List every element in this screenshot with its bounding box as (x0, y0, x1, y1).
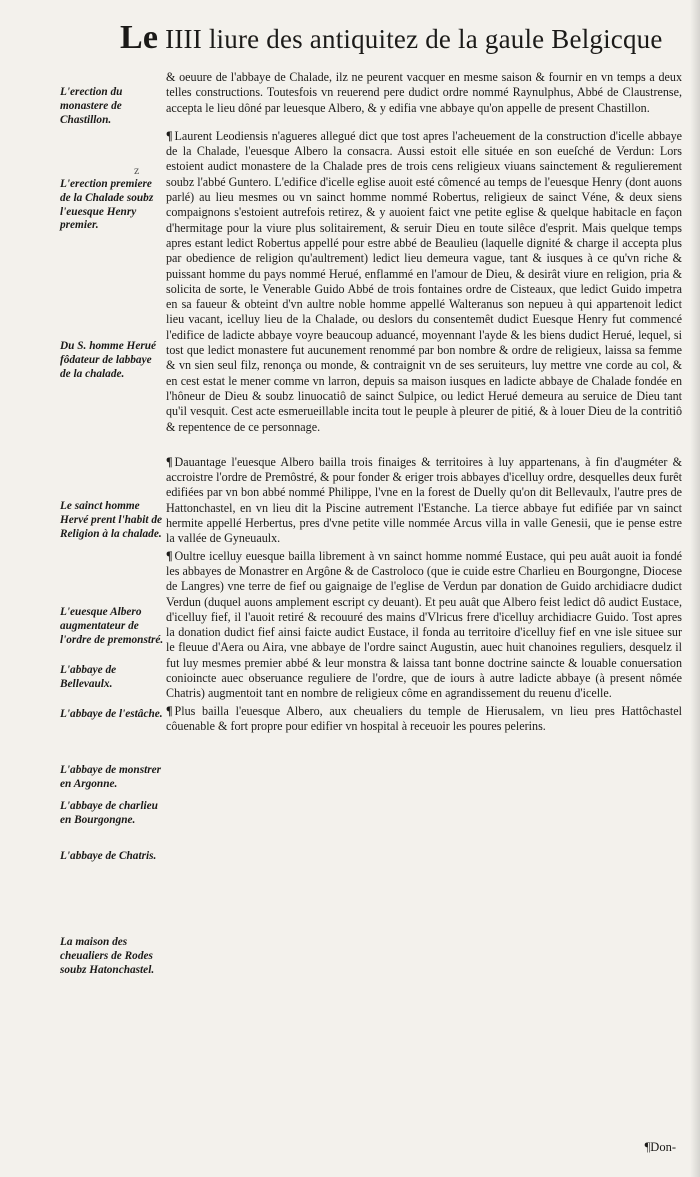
margin-note-rodes: La maison des cheualiers de Rodes soubz Hatonchastel. (60, 936, 155, 976)
margin-note-herue-founder: Du S. homme Herué fôdateur de labbaye de la chalade. (60, 340, 157, 380)
running-head (120, 22, 680, 55)
main-text-column (166, 70, 682, 734)
margin-note-chastillon: L'erection du monastere de Chastillon. (60, 86, 123, 126)
pilcrow-mark: ¶ (166, 703, 173, 718)
running-head-title: IIII liure des antiquitez de la gaule Belgicque (158, 24, 663, 54)
paragraph-4-text: Oultre icelluy euesque bailla librement à vn sainct homme nommé Eustace, qui peu auât auoit ia fondé les abbayes de Monastrer en Argône & de Castroloco (que ie cuide estre Charlieu en Bourgongne, Diocese de Langres) vne terre de fief ou gaignaige de l'eglise de Verdun par donation de Guido archidiacre dudict Verdun (duquel auons amplement escript cy deuant). Et peu auât que Albero feist ledict dô audict Eustace, d'icelluy fief, il l'auoit retiré & recouuré des mains d'Vlricus frere d'icelluy archidiacre Guido. Tost apres la donation dudict fief ainsi faicte audict Eustace, il fonda au territoire d'icelluy fief en vne isle situee sur le fleuue d'Aera ou Aira, vne abbaye de l'ordre sainct Augustin, auec huit chanoines reguliers, desquelz il fut luy mesmes premier abbé & leur monstra & laissa tant bonne doctrine saincte & louable conuersation conioincte auec obseruance reguliere de l'ordre, que de iours à autre ladicte abbaye (à present nômée Chatris) augmentoit tant en nombre de religieux côme en agrandissement du reuenu d'icelle. (166, 548, 682, 701)
margin-note-bellevaulx: L'abbaye de Bellevaulx. (60, 664, 117, 690)
paragraph-4 (166, 549, 682, 702)
margin-note-estanche: L'abbaye de l'estâche. (60, 708, 163, 720)
running-head-initial: Le (120, 22, 159, 55)
paragraph-3-text: Dauantage l'euesque Albero bailla trois finaiges & territoires à luy appartenans, à fin d'augméter & accroistre l'ordre de Premôstré, & pour fonder & eriger trois abbayes d'icelluy ordre, desquelles deux furêt edifiées par vn bon abbé nommé Philippe, l'vne en la forest de Duelly qu'on dit Bellevaulx, l'autre pres de Hattonchastel, en vn lieu dit la Piscine autrement l'Estanche. La tierce abbaye fut edifiée par vn sainct hermite appellé Herbertus, pres d'vne petite ville nommée Arcus villa in valle Genesii, que ie pense estre la vallée de Gyneuaulx. (166, 454, 682, 546)
pilcrow-mark: ¶ (166, 454, 173, 469)
margin-note-premonstre: L'euesque Albero augmentateur de l'ordre de premonstré. (60, 606, 164, 646)
pilcrow-mark: ¶ (166, 548, 173, 563)
paragraph-1 (166, 70, 682, 116)
margin-note-chalade-erection: L'erection premiere de la Chalade soubz l'euesque Henry premier. (60, 178, 154, 232)
margin-note-charlieu: L'abbaye de charlieu en Bourgongne. (60, 800, 158, 826)
paragraph-1-text: & oeuure de l'abbaye de Chalade, ilz ne peurent vacquer en mesme saison & fournir en vn temps a deux telles constructions. Toutesfois vn reuerend pere dudict ordre nommé Raynulphus, Abbé de Claustrense, accepta le lieu dôné par leuesque Albero, & y edifia vne abbaye qu'on appelle de present Chastillon. (166, 70, 682, 115)
page-edge-shadow (690, 0, 700, 1177)
margin-note-chatris: L'abbaye de Chatris. (60, 850, 157, 862)
paragraph-2-text: Laurent Leodiensis n'agueres allegué dict que tost apres l'acheuement de la construction d'icelle abbaye de la Chalade, l'euesque Albero la consacra. Aussi estoit elle située en son eueſché de Verdun: Lors estoient audict monastere de la Chalade pres de trois cens religieux viuans sainctement & regulierement soubz l'abbé Guntero. L'edifice d'icelle eglise auoit esté cômencé au temps de l'euesque Henry (dont auons parlé) au lieu mesmes ou vn sainct homme nommé Robertus, religieux de sainct Véne, & deux siens compaignons s'estoient autrefois retirez, & y auoient faict vne petite eglise & quelque habitacle en façon d'hermitage pour la viure plus solitairement, & seruir Dieu en toute silêce d'esprit. Mais quelque temps apres estant ledict Robertus appellé pour estre abbé de Beaulieu (laquelle dignité & charge il accepta plus par obedience de religion qu'aultrement) ledict lieu demeura vague, tant & iusques à ce qu'vn riche & puissant homme du pays nommé Herué, enflammé en l'amour de Dieu, & desirât viure en religion, pria & solicita de sorte, le Venerable Guido Abbé de trois fontaines ordre de Cisteaux, que ledict Guido impetra en sa faueur & obteint d'vn aultre noble homme appellé Walteranus son nepueu à qui appartenoit ledict lieu vacant, icelluy lieu de la Chalade, ou deslors du consentemêt dudict Euesque Henry fut commencé l'edifice de ladicte abbaye voyre beaucoup aduancé, moyennant l'ayde & les biens dudict Herué, lequel, si tost que ledict monastere fut aucunement renommé par bon nombre & ordre de religieux, laissa sa femme & vn sien seul filz, renonça ou monde, & contraignit vn de ses seruiteurs, luy mettre vne corde au col, & en cest estat le mener comme vn larron, depuis sa maison iusques en ladicte abbaye de Chalade fondée en l'hôneur de Dieu & soubz linuocatiô de sainct Sulpice, ou ledict Herué demeura au seruice de Dieu tant qu'il vesquit. Cest acte esmerueillable incita tout le peuple à pleurer de pitié, & à louer Dieu de la contritiô & repentence de ce personnage. (166, 128, 682, 434)
paragraph-2 (166, 129, 682, 435)
paragraph-3 (166, 455, 682, 547)
margin-note-herue-habit: Le sainct homme Hervé prent l'habit de Religion à la chalade. (60, 500, 162, 540)
paragraph-5 (166, 704, 682, 735)
paragraph-5-text: Plus bailla l'euesque Albero, aux cheualiers du temple de Hierusalem, vn lieu pres Hattôchastel côuenable & fort propre pour edifier vn hospital à receuoir les poures pelerins. (166, 703, 682, 733)
margin-note-monstrer: L'abbaye de monstrer en Argonne. (60, 764, 162, 790)
pilcrow-mark: ¶ (166, 128, 173, 143)
catchword: ¶Don- (644, 1140, 676, 1154)
marginal-mark: z (134, 163, 140, 177)
